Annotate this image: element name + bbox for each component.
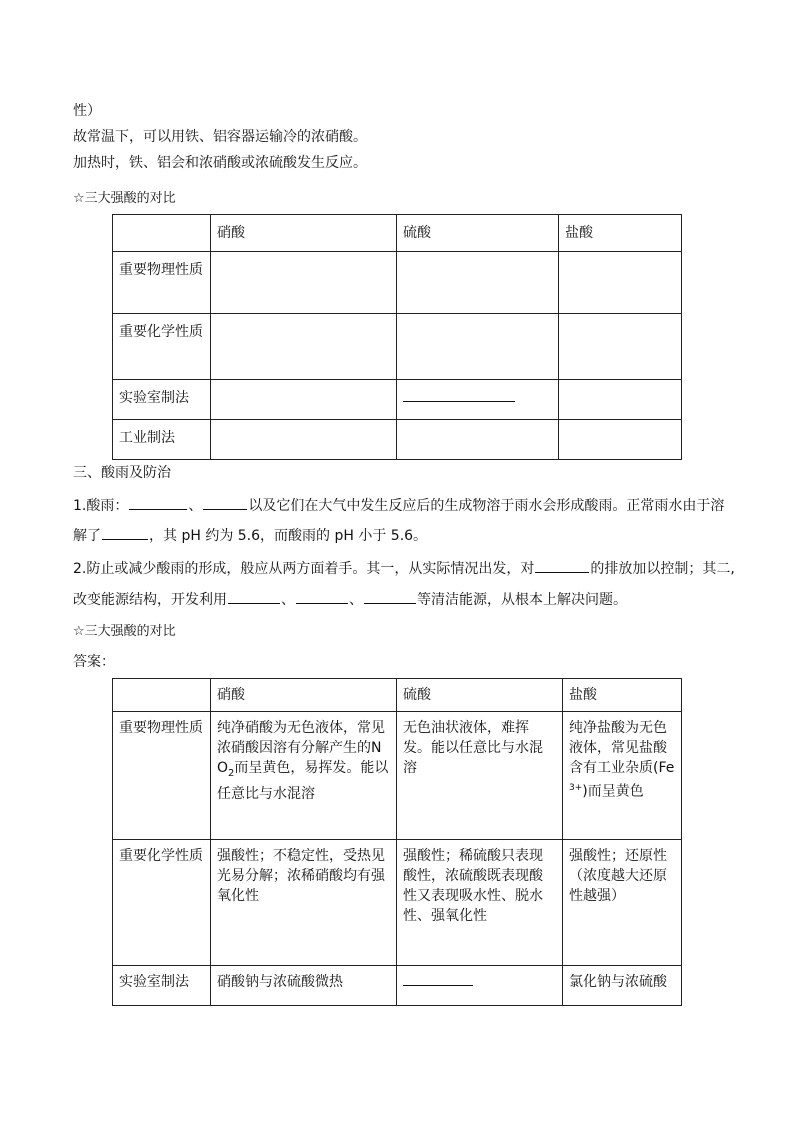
acid-rain-paragraph-1: 1.酸雨： 、 以及它们在大气中发生反应后的生成物溶于雨水会形成酸雨。正常雨水由于溶 xyxy=(73,495,724,516)
table1-header-hcl: 盐酸 xyxy=(559,215,682,252)
table1-header-blank xyxy=(113,215,211,252)
table2-chemical-hcl: 强酸性；还原性（浓度越大还原性越强） xyxy=(563,840,682,966)
table1-cell xyxy=(397,252,559,314)
table1-cell xyxy=(397,314,559,380)
table1-cell xyxy=(211,380,397,420)
answer-comparison-table xyxy=(112,678,682,1006)
intro-line-2: 加热时，铁、铝会和浓硝酸或浓硫酸发生反应。 xyxy=(73,155,367,171)
fill-blank-line xyxy=(403,401,515,402)
table1-cell xyxy=(559,380,682,420)
fill-blank-line xyxy=(296,589,348,604)
table2-lab-h2so4 xyxy=(397,966,563,1006)
fill-blank-line xyxy=(403,985,473,986)
table1-row-industrial: 工业制法 xyxy=(113,420,211,460)
table1-cell-blank xyxy=(397,380,559,420)
table1-cell xyxy=(559,252,682,314)
table2-lab-hno3: 硝酸钠与浓硫酸微热 xyxy=(211,966,397,1006)
table1-cell xyxy=(211,314,397,380)
section3-heading: 三、酸雨及防治 xyxy=(73,465,171,481)
table1-cell xyxy=(211,420,397,460)
table1-row-physical: 重要物理性质 xyxy=(113,252,211,314)
table2-header-hno3: 硝酸 xyxy=(211,679,397,712)
table2-header-blank xyxy=(113,679,211,712)
table1-cell xyxy=(559,420,682,460)
table2-lab-hcl: 氯化钠与浓硫酸 xyxy=(563,966,682,1006)
fill-blank-line xyxy=(102,525,148,540)
empty-comparison-table xyxy=(112,214,682,460)
table1-row-chemical: 重要化学性质 xyxy=(113,314,211,380)
table1-header-h2so4: 硫酸 xyxy=(397,215,559,252)
fill-blank-line xyxy=(228,589,280,604)
acid-rain-paragraph-2: 2.防止或减少酸雨的形成，般应从两方面着手。其一，从实际情况出发，对 的排放加以控制；其二, xyxy=(73,558,735,579)
table1-cell xyxy=(211,252,397,314)
intro-line-1: 故常温下，可以用铁、铝容器运输冷的浓硝酸。 xyxy=(73,129,367,145)
table1-header-hno3: 硝酸 xyxy=(211,215,397,252)
table2-row-physical-label: 重要物理性质 xyxy=(113,712,211,840)
table2-physical-hcl: 纯净盐酸为无色液体，常见盐酸含有工业杂质$(Fe^{3+})$而呈黄色 xyxy=(563,712,682,840)
compare-title: ☆三大强酸的对比 xyxy=(73,191,176,206)
table2-header-hcl: 盐酸 xyxy=(563,679,682,712)
table2-chemical-hno3: 强酸性；不稳定性，受热见光易分解；浓稀硝酸均有强氧化性 xyxy=(211,840,397,966)
fill-blank-line xyxy=(129,495,187,510)
table1-cell xyxy=(397,420,559,460)
table1-cell xyxy=(559,314,682,380)
table2-chemical-h2so4: 强酸性；稀硫酸只表现酸性，浓硫酸既表现酸性又表现吸水性、脱水性、强氧化性 xyxy=(397,840,563,966)
acid-rain-paragraph-2-cont: 改变能源结构，开发利用 、 、 等清洁能源，从根本上解决问题。 xyxy=(73,589,627,610)
table2-row-chemical-label: 重要化学性质 xyxy=(113,840,211,966)
table1-row-lab: 实验室制法 xyxy=(113,380,211,420)
intro-line-0: 性） xyxy=(73,103,101,119)
fill-blank-line xyxy=(364,589,416,604)
answer-label: 答案： xyxy=(73,654,115,670)
table2-header-h2so4: 硫酸 xyxy=(397,679,563,712)
compare-title-2: ☆三大强酸的对比 xyxy=(73,624,176,639)
fill-blank-line xyxy=(535,558,589,573)
acid-rain-paragraph-1-cont: 解了 ，其 pH 约为 5.6，而酸雨的 pH 小于 5.6。 xyxy=(73,525,427,546)
table2-row-lab-label: 实验室制法 xyxy=(113,966,211,1006)
fill-blank-line xyxy=(203,495,247,510)
table2-physical-hno3: 纯净硝酸为无色液体，常见浓硝酸因溶有分解产生的$NO_2$而呈黄色，易挥发。能以任意比与水混溶 xyxy=(211,712,397,840)
table2-physical-h2so4: 无色油状液体，难挥发。能以任意比与水混溶 xyxy=(397,712,563,840)
